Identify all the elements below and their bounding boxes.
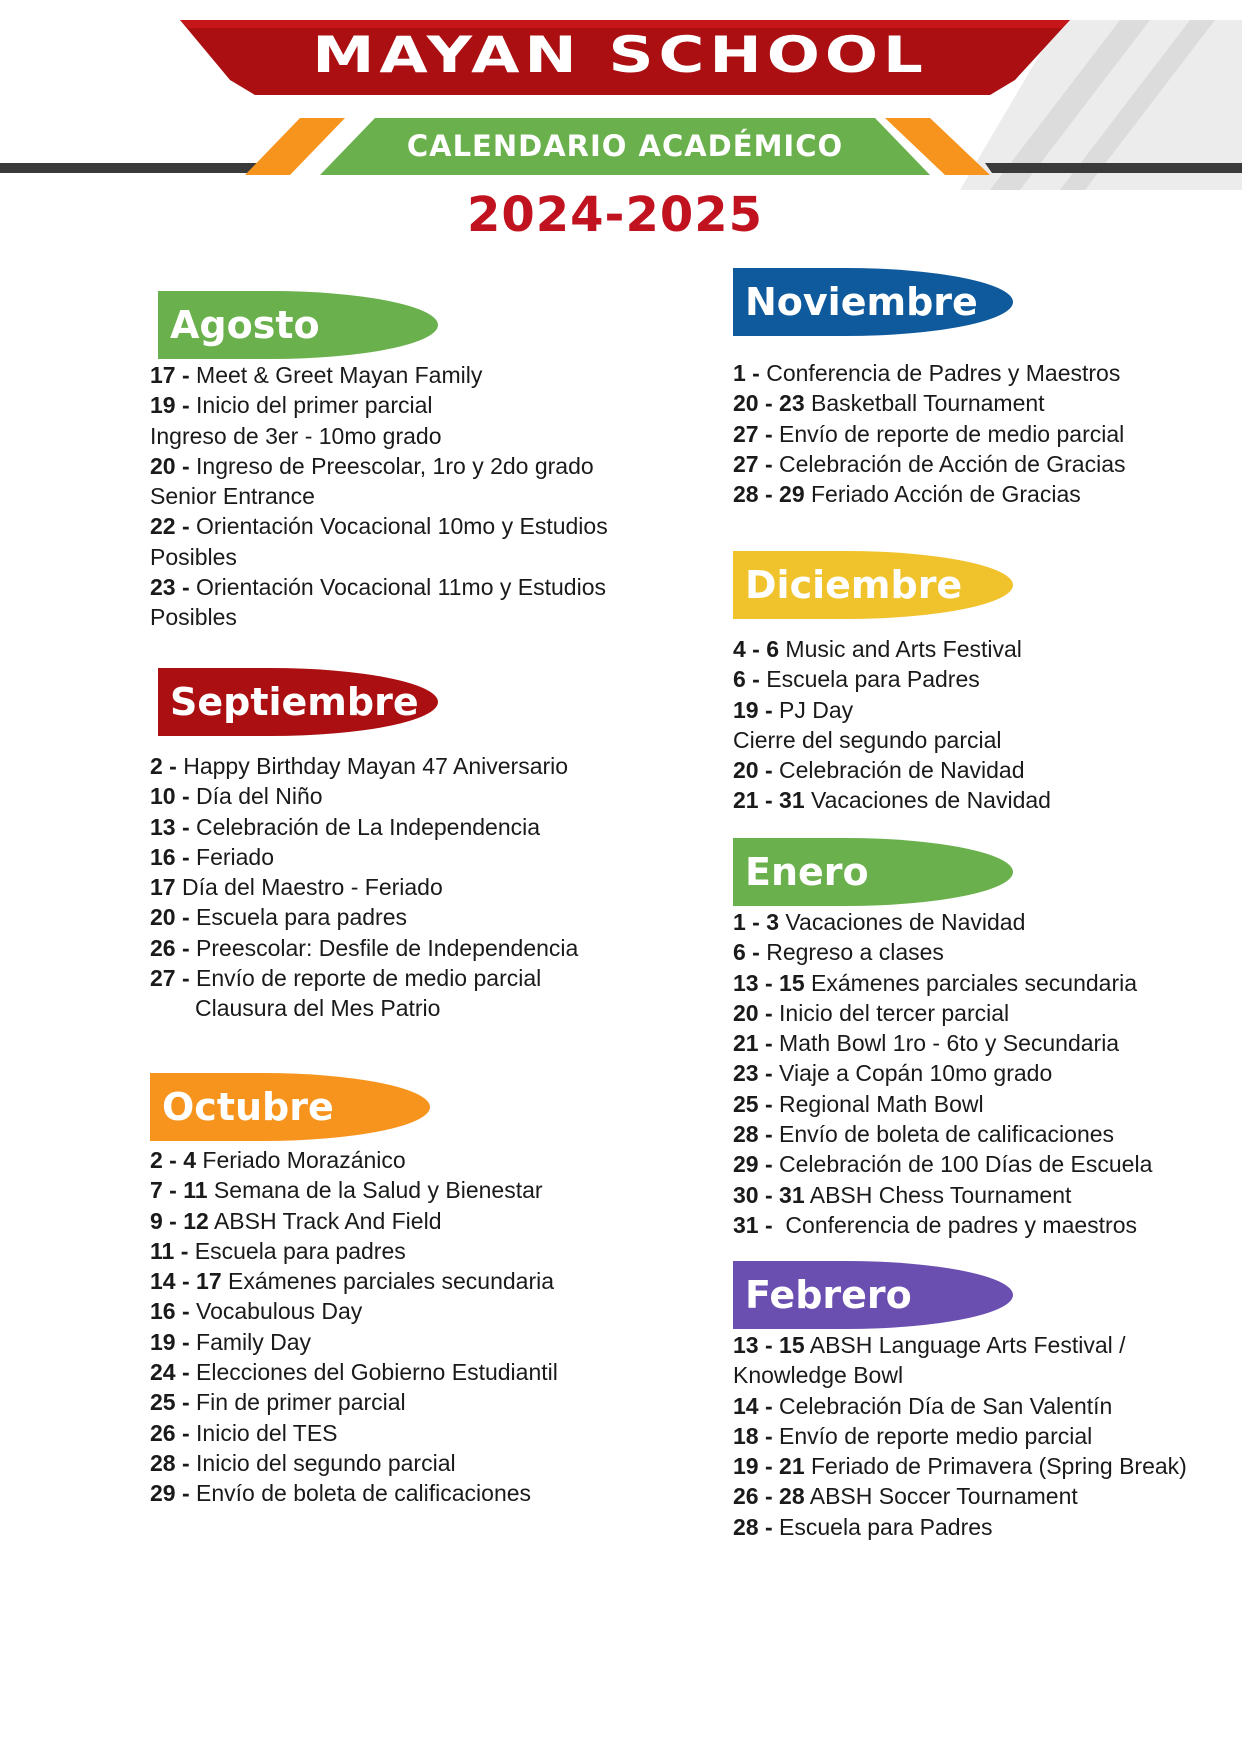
event-date: 13 - 15	[733, 1332, 805, 1358]
event-item	[150, 993, 578, 1023]
event-date: 26 -	[150, 934, 190, 961]
event-date: 23 -	[733, 1060, 773, 1087]
event-text: Inicio del tercer parcial	[772, 999, 1010, 1026]
month-banner-enero: Enero	[733, 838, 1013, 906]
event-date: 27 -	[733, 420, 773, 447]
event-text: Exámenes parciales secundaria	[221, 1268, 555, 1295]
event-item	[150, 451, 608, 481]
events-octubre	[150, 1145, 558, 1509]
event-text: Viaje a Copán 10mo grado	[772, 1060, 1053, 1087]
event-item	[150, 542, 608, 572]
event-date: 16 -	[150, 1298, 190, 1325]
event-item	[150, 1448, 558, 1478]
event-date: 26 - 28	[733, 1483, 805, 1510]
month-octubre	[150, 1073, 558, 1509]
month-banner-febrero: Febrero	[733, 1261, 1013, 1329]
event-date: 23 -	[150, 574, 190, 601]
events-diciembre	[733, 634, 1051, 816]
event-text: Feriado	[189, 843, 275, 870]
event-item	[150, 902, 578, 932]
event-date: 14 -	[733, 1392, 773, 1419]
event-date: 27 -	[733, 450, 773, 477]
event-item	[150, 842, 578, 872]
event-text: Cierre del segundo parcial	[733, 726, 1002, 753]
events-enero	[733, 907, 1152, 1240]
month-banner-diciembre: Diciembre	[733, 551, 1013, 619]
event-date: 1 - 3	[733, 909, 780, 935]
month-agosto	[150, 291, 608, 633]
event-text: Inicio del TES	[189, 1419, 338, 1446]
event-date: 13 - 15	[733, 969, 805, 996]
event-text: Envío de reporte de medio parcial	[189, 965, 542, 992]
event-text: ABSH Language Arts Festival /	[804, 1332, 1126, 1358]
event-text: Escuela para padres	[189, 904, 407, 931]
event-date: 20 -	[150, 904, 190, 931]
calendar-subtitle: CALENDARIO ACADÉMICO	[406, 129, 844, 163]
event-text: Regreso a clases	[759, 939, 944, 966]
event-date: 24 -	[150, 1359, 190, 1386]
event-date: 14 - 17	[150, 1268, 222, 1295]
event-date: 20 -	[733, 999, 773, 1026]
event-item	[733, 1481, 1187, 1511]
event-text: Conferencia de Padres y Maestros	[759, 360, 1121, 386]
event-item	[733, 1180, 1152, 1210]
event-item	[733, 1119, 1152, 1149]
event-date: 20 -	[150, 452, 190, 479]
event-item	[150, 751, 578, 781]
event-date: 26 -	[150, 1419, 190, 1446]
event-date: 28 -	[733, 1513, 773, 1540]
event-text: Inicio del segundo parcial	[189, 1449, 456, 1476]
event-date: 25 -	[150, 1389, 190, 1416]
event-text: Clausura del Mes Patrio	[195, 995, 441, 1022]
event-date: 11 -	[150, 1237, 189, 1264]
calendar-header	[0, 0, 1242, 190]
event-item	[150, 1357, 558, 1387]
event-date: 28 -	[150, 1449, 190, 1476]
event-text: Día del Maestro - Feriado	[175, 874, 443, 901]
month-febrero	[733, 1261, 1187, 1542]
event-text: Happy Birthday Mayan 47 Aniversario	[176, 753, 569, 779]
event-item	[733, 1149, 1152, 1179]
event-text: Feriado Acción de Gracias	[804, 481, 1081, 508]
event-item	[150, 1236, 558, 1266]
event-item	[150, 933, 578, 963]
event-item	[150, 1327, 558, 1357]
event-item	[150, 572, 608, 602]
event-date: 2 -	[150, 753, 177, 779]
event-date: 31 -	[733, 1211, 773, 1238]
event-text: Math Bowl 1ro - 6to y Secundaria	[772, 1030, 1120, 1057]
event-date: 9 - 12	[150, 1207, 209, 1234]
event-item	[150, 390, 608, 420]
event-date: 29 -	[150, 1480, 190, 1507]
event-date: 27 -	[150, 965, 190, 992]
event-text: Ingreso de 3er - 10mo grado	[150, 422, 442, 449]
event-date: 21 - 31	[733, 787, 805, 814]
event-item	[733, 695, 1051, 725]
event-text: Celebración de 100 Días de Escuela	[772, 1151, 1153, 1178]
event-date: 6 -	[733, 939, 760, 966]
event-item	[733, 1451, 1187, 1481]
event-text: Escuela para Padres	[772, 1513, 993, 1540]
school-name: MAYAN SCHOOL	[312, 26, 928, 84]
event-item	[150, 781, 578, 811]
event-date: 30 - 31	[733, 1181, 805, 1208]
event-item	[150, 511, 608, 541]
event-text: Knowledge Bowl	[733, 1362, 904, 1389]
event-item	[150, 602, 608, 632]
event-text: ABSH Chess Tournament	[804, 1181, 1072, 1208]
event-date: 7 - 11	[150, 1177, 208, 1204]
event-date: 16 -	[150, 843, 190, 870]
event-date: 29 -	[733, 1151, 773, 1178]
event-text: Elecciones del Gobierno Estudiantil	[189, 1359, 558, 1386]
event-item	[733, 1058, 1152, 1088]
event-item	[733, 1330, 1187, 1360]
event-date: 18 -	[733, 1422, 773, 1449]
event-date: 2 - 4	[150, 1147, 197, 1173]
event-text: Envío de boleta de calificaciones	[189, 1480, 532, 1507]
event-item	[150, 1296, 558, 1326]
event-item	[733, 1391, 1187, 1421]
event-item	[150, 1175, 558, 1205]
event-text: Celebración de La Independencia	[189, 813, 541, 840]
event-date: 6 -	[733, 666, 760, 693]
event-item	[150, 1145, 558, 1175]
event-date: 10 -	[150, 783, 190, 810]
event-text: Envío de reporte medio parcial	[772, 1422, 1093, 1449]
event-item	[733, 725, 1051, 755]
month-banner-septiembre: Septiembre	[158, 668, 438, 736]
event-item	[733, 785, 1051, 815]
event-item	[733, 907, 1152, 937]
event-text: ABSH Track And Field	[208, 1207, 442, 1234]
event-item	[733, 664, 1051, 694]
event-text: Meet & Greet Mayan Family	[189, 362, 483, 388]
event-text: Vacaciones de Navidad	[804, 787, 1051, 814]
event-date: 17 -	[150, 362, 190, 388]
event-text: Posibles	[150, 543, 237, 570]
event-text: Escuela para Padres	[759, 666, 980, 693]
event-item	[150, 1266, 558, 1296]
event-item	[733, 1210, 1152, 1240]
event-item	[150, 421, 608, 451]
event-item	[733, 449, 1126, 479]
event-text: Inicio del primer parcial	[189, 392, 433, 419]
events-agosto	[150, 360, 608, 633]
event-item	[733, 634, 1051, 664]
school-year: 2024-2025	[466, 187, 764, 243]
event-date: 1 -	[733, 360, 760, 386]
event-item	[150, 1387, 558, 1417]
event-date: 28 - 29	[733, 481, 805, 508]
event-text: Orientación Vocacional 10mo y Estudios	[189, 513, 608, 540]
event-text: Celebración de Navidad	[772, 757, 1025, 784]
month-noviembre	[733, 268, 1126, 509]
event-item	[733, 755, 1051, 785]
month-septiembre	[150, 668, 578, 1024]
event-date: 19 -	[150, 1328, 190, 1355]
event-item	[150, 872, 578, 902]
event-text: Exámenes parciales secundaria	[804, 969, 1138, 996]
event-date: 21 -	[733, 1030, 773, 1057]
event-date: 19 -	[150, 392, 190, 419]
event-text: Fin de primer parcial	[189, 1389, 406, 1416]
event-text: Senior Entrance	[150, 483, 315, 510]
event-text: Semana de la Salud y Bienestar	[207, 1177, 543, 1204]
event-date: 20 - 23	[733, 390, 805, 417]
event-date: 25 -	[733, 1090, 773, 1117]
event-text: PJ Day	[772, 696, 854, 723]
event-item	[733, 419, 1126, 449]
event-date: 19 - 21	[733, 1453, 805, 1480]
event-date: 4 - 6	[733, 636, 780, 662]
event-date: 13 -	[150, 813, 190, 840]
event-item	[733, 1512, 1187, 1542]
event-text: ABSH Soccer Tournament	[804, 1483, 1078, 1510]
event-item	[150, 1206, 558, 1236]
event-text: Feriado de Primavera (Spring Break)	[804, 1453, 1187, 1480]
event-text: Conferencia de padres y maestros	[772, 1211, 1137, 1238]
event-date: 28 -	[733, 1121, 773, 1148]
events-febrero	[733, 1330, 1187, 1542]
event-item	[733, 1360, 1187, 1390]
event-text: Vacaciones de Navidad	[779, 909, 1026, 935]
event-text: Regional Math Bowl	[772, 1090, 984, 1117]
event-text: Celebración de Acción de Gracias	[772, 450, 1126, 477]
event-date: 17	[150, 874, 176, 901]
event-text: Orientación Vocacional 11mo y Estudios	[189, 574, 606, 601]
event-text: Vocabulous Day	[189, 1298, 363, 1325]
event-text: Envío de boleta de calificaciones	[772, 1121, 1115, 1148]
event-item	[733, 1089, 1152, 1119]
event-date: 22 -	[150, 513, 190, 540]
event-text: Ingreso de Preescolar, 1ro y 2do grado	[189, 452, 594, 479]
event-text: Día del Niño	[189, 783, 323, 810]
event-item	[150, 1418, 558, 1448]
event-date: 20 -	[733, 757, 773, 784]
event-item	[733, 358, 1126, 388]
event-text: Escuela para padres	[188, 1237, 406, 1264]
events-noviembre	[733, 358, 1126, 509]
event-item	[150, 360, 608, 390]
event-item	[733, 479, 1126, 509]
event-item	[733, 937, 1152, 967]
event-item	[733, 998, 1152, 1028]
event-item	[150, 481, 608, 511]
event-text: Basketball Tournament	[804, 390, 1045, 417]
event-date: 19 -	[733, 696, 773, 723]
event-text: Envío de reporte de medio parcial	[772, 420, 1125, 447]
event-item	[733, 968, 1152, 998]
event-item	[733, 388, 1126, 418]
event-text: Music and Arts Festival	[779, 636, 1022, 662]
events-septiembre	[150, 751, 578, 1024]
month-banner-octubre: Octubre	[150, 1073, 430, 1141]
month-diciembre	[733, 551, 1051, 816]
event-item	[150, 963, 578, 993]
event-item	[733, 1421, 1187, 1451]
event-text: Family Day	[189, 1328, 312, 1355]
event-text: Preescolar: Desfile de Independencia	[189, 934, 579, 961]
month-enero	[733, 838, 1152, 1240]
event-text: Feriado Morazánico	[196, 1147, 406, 1173]
month-banner-noviembre: Noviembre	[733, 268, 1013, 336]
event-text: Celebración Día de San Valentín	[772, 1392, 1113, 1419]
event-item	[733, 1028, 1152, 1058]
month-banner-agosto: Agosto	[158, 291, 438, 359]
event-item	[150, 812, 578, 842]
event-text: Posibles	[150, 604, 237, 631]
event-item	[150, 1478, 558, 1508]
